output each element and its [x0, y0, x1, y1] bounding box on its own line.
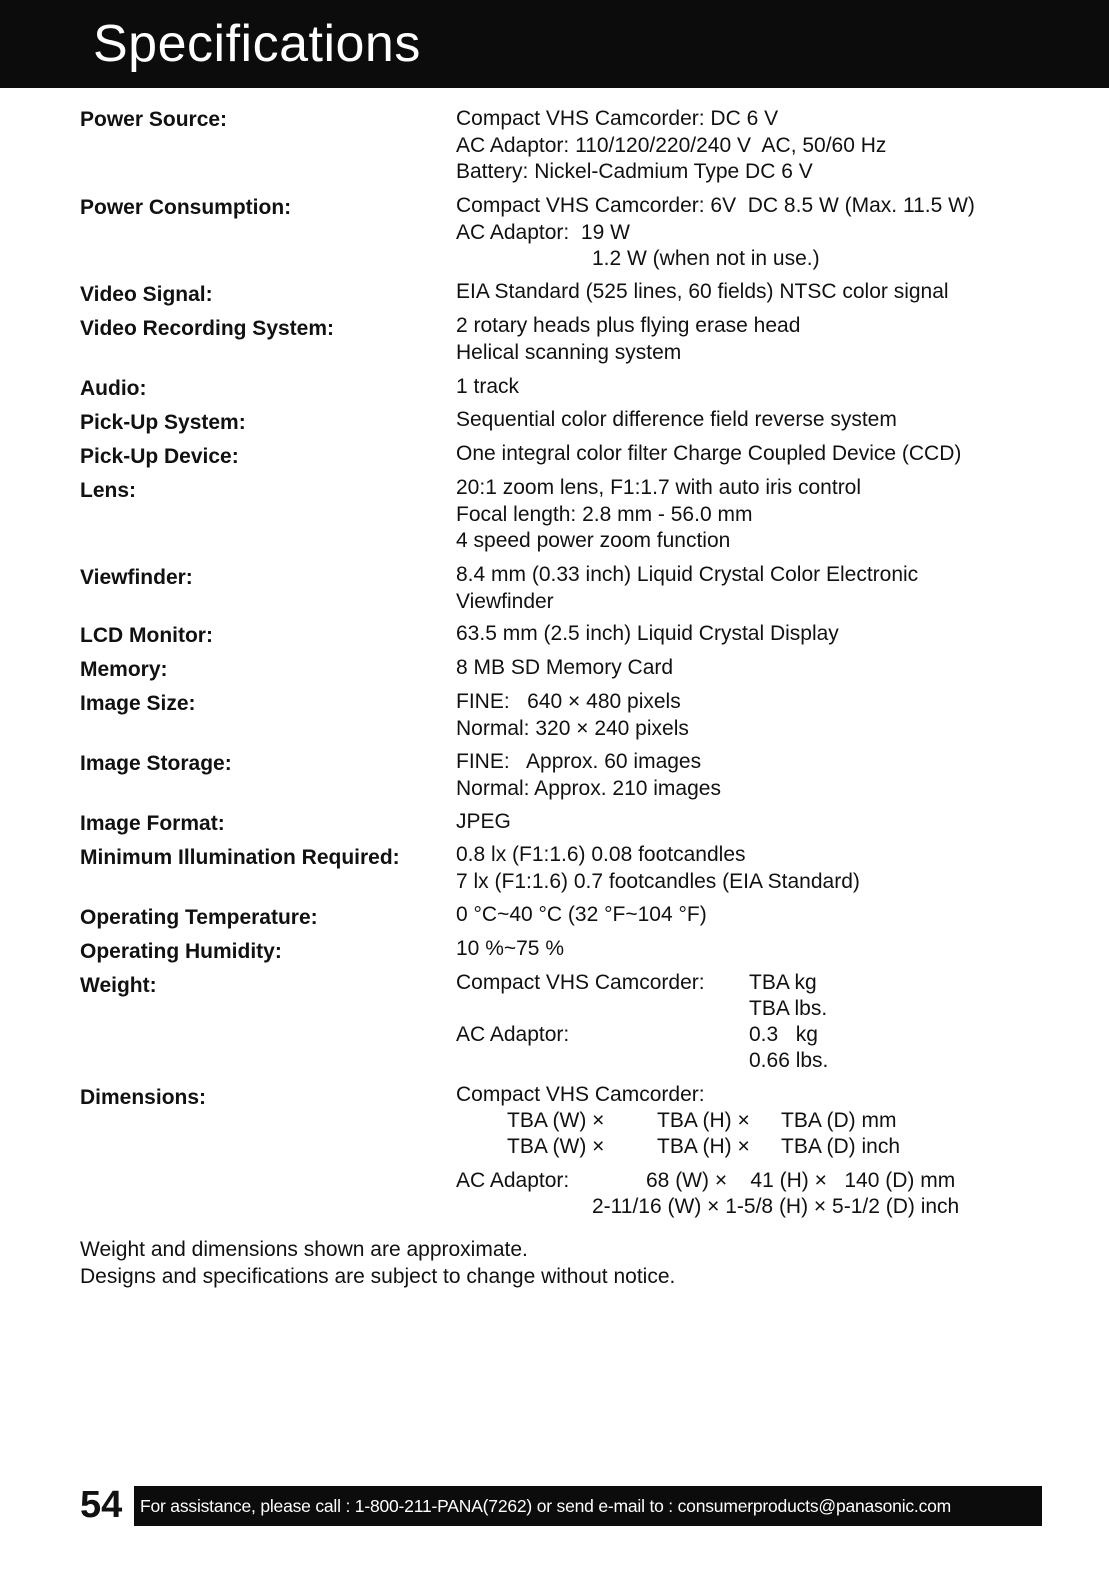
spec-label-video-signal: Video Signal:	[80, 283, 213, 306]
spec-value-min-illumination	[456, 842, 860, 895]
dimensions-camcorder-label: Compact VHS Camcorder:	[456, 1083, 705, 1106]
spec-line: Compact VHS Camcorder: 6V DC 8.5 W (Max. 11.5 W)	[456, 194, 975, 217]
dimensions-adaptor-inch: 2-11/16 (W) × 1-5/8 (H) × 5-1/2 (D) inch	[592, 1195, 960, 1218]
spec-label-dimensions: Dimensions:	[80, 1086, 207, 1109]
dimensions-cam-mm-d: TBA (D) mm	[781, 1109, 897, 1132]
spec-line: EIA Standard (525 lines, 60 fields) NTSC color signal	[456, 280, 949, 303]
spec-value-image-format	[456, 809, 511, 836]
dimensions-cam-inch-w: TBA (W) ×	[507, 1135, 605, 1158]
spec-label-video-recording: Video Recording System:	[80, 317, 335, 340]
spec-line: 7 lx (F1:1.6) 0.7 footcandles (EIA Standard)	[456, 869, 860, 893]
spec-line: Normal: Approx. 210 images	[456, 776, 721, 800]
spec-value-power-consumption	[456, 193, 975, 273]
spec-label-power-consumption: Power Consumption:	[80, 196, 292, 219]
spec-label-power-source: Power Source:	[80, 108, 228, 131]
spec-line: 0.8 lx (F1:1.6) 0.08 footcandles	[456, 843, 746, 866]
spec-value-pickup-system	[456, 407, 897, 434]
spec-line: Normal: 320 × 240 pixels	[456, 716, 689, 740]
spec-value-video-signal	[456, 279, 949, 306]
spec-line: Viewfinder	[456, 589, 554, 613]
spec-value-lcd-monitor	[456, 621, 839, 648]
page-header	[0, 0, 1109, 88]
spec-line: 1.2 W (when not in use.)	[592, 247, 820, 270]
spec-line: JPEG	[456, 810, 511, 833]
spec-label-image-format: Image Format:	[80, 812, 225, 835]
footnotes	[80, 1237, 675, 1290]
weight-camcorder-kg: TBA kg	[749, 971, 817, 994]
spec-value-video-recording	[456, 313, 800, 366]
spec-label-lcd-monitor: LCD Monitor:	[80, 624, 213, 647]
footnote-line: Designs and specifications are subject to change without notice.	[80, 1264, 676, 1288]
footnote-line: Weight and dimensions shown are approximate.	[80, 1238, 528, 1261]
spec-label-operating-temp: Operating Temperature:	[80, 906, 318, 929]
spec-value-image-size	[456, 689, 689, 742]
spec-line: 8 MB SD Memory Card	[456, 656, 674, 679]
spec-line: 1 track	[456, 375, 520, 398]
spec-label-memory: Memory:	[80, 658, 168, 681]
dimensions-cam-mm-w: TBA (W) ×	[507, 1109, 605, 1132]
spec-line: Battery: Nickel-Cadmium Type DC 6 V	[456, 160, 813, 183]
spec-label-lens: Lens:	[80, 479, 137, 502]
spec-label-operating-humidity: Operating Humidity:	[80, 940, 282, 963]
spec-label-image-size: Image Size:	[80, 692, 196, 715]
spec-line: 63.5 mm (2.5 inch) Liquid Crystal Display	[456, 622, 839, 645]
assistance-banner	[134, 1486, 1042, 1526]
dimensions-adaptor-label: AC Adaptor:	[456, 1169, 570, 1192]
spec-line: 2 rotary heads plus flying erase head	[456, 314, 801, 337]
assistance-text: For assistance, please call : 1-800-211-PANA(7262) or send e-mail to : consumerproducts@panasonic.com	[140, 1496, 952, 1516]
weight-adaptor-kg: 0.3 kg	[749, 1023, 818, 1046]
spec-label-min-illumination: Minimum Illumination Required:	[80, 846, 400, 869]
spec-label-pickup-system: Pick-Up System:	[80, 411, 246, 434]
spec-line: 4 speed power zoom function	[456, 529, 731, 552]
spec-line: FINE: Approx. 60 images	[456, 750, 702, 773]
spec-label-viewfinder: Viewfinder:	[80, 566, 193, 589]
spec-line: AC Adaptor: 19 W	[456, 220, 630, 244]
spec-line: 0 °C~40 °C (32 °F~104 °F)	[456, 903, 707, 926]
spec-line: FINE: 640 × 480 pixels	[456, 690, 681, 713]
weight-camcorder-lbs: TBA lbs.	[749, 997, 828, 1020]
spec-value-image-storage	[456, 749, 721, 802]
dimensions-cam-mm-h: TBA (H) ×	[657, 1109, 750, 1132]
spec-line: 10 %~75 %	[456, 937, 564, 960]
page-number: 54	[80, 1484, 123, 1526]
spec-line: 20:1 zoom lens, F1:1.7 with auto iris control	[456, 476, 862, 499]
spec-value-operating-temp	[456, 902, 707, 929]
dimensions-cam-inch-d: TBA (D) inch	[781, 1135, 901, 1158]
dimensions-cam-inch-h: TBA (H) ×	[657, 1135, 750, 1158]
spec-line: AC Adaptor: 110/120/220/240 V AC, 50/60 Hz	[456, 133, 887, 157]
weight-adaptor-lbs: 0.66 lbs.	[749, 1049, 829, 1072]
spec-label-image-storage: Image Storage:	[80, 752, 232, 775]
page-title: Specifications	[93, 15, 421, 73]
spec-label-pickup-device: Pick-Up Device:	[80, 445, 239, 468]
spec-line: 8.4 mm (0.33 inch) Liquid Crystal Color Electronic	[456, 563, 919, 586]
spec-value-operating-humidity	[456, 936, 564, 963]
spec-value-viewfinder	[456, 562, 918, 615]
dimensions-adaptor-mm: 68 (W) × 41 (H) × 140 (D) mm	[646, 1169, 956, 1192]
spec-value-memory	[456, 655, 673, 682]
spec-line: Compact VHS Camcorder: DC 6 V	[456, 107, 779, 130]
spec-line: Sequential color difference field reverse system	[456, 408, 897, 431]
spec-line: One integral color filter Charge Coupled Device (CCD)	[456, 442, 962, 465]
weight-adaptor-label: AC Adaptor:	[456, 1023, 570, 1046]
spec-label-weight: Weight:	[80, 974, 157, 997]
spec-value-lens	[456, 475, 861, 555]
spec-value-pickup-device	[456, 441, 961, 468]
spec-line: Helical scanning system	[456, 340, 682, 364]
spec-value-power-source	[456, 106, 886, 186]
spec-label-audio: Audio:	[80, 377, 147, 400]
spec-value-audio	[456, 374, 519, 401]
spec-line: Focal length: 2.8 mm - 56.0 mm	[456, 502, 753, 526]
weight-camcorder-label: Compact VHS Camcorder:	[456, 971, 705, 994]
